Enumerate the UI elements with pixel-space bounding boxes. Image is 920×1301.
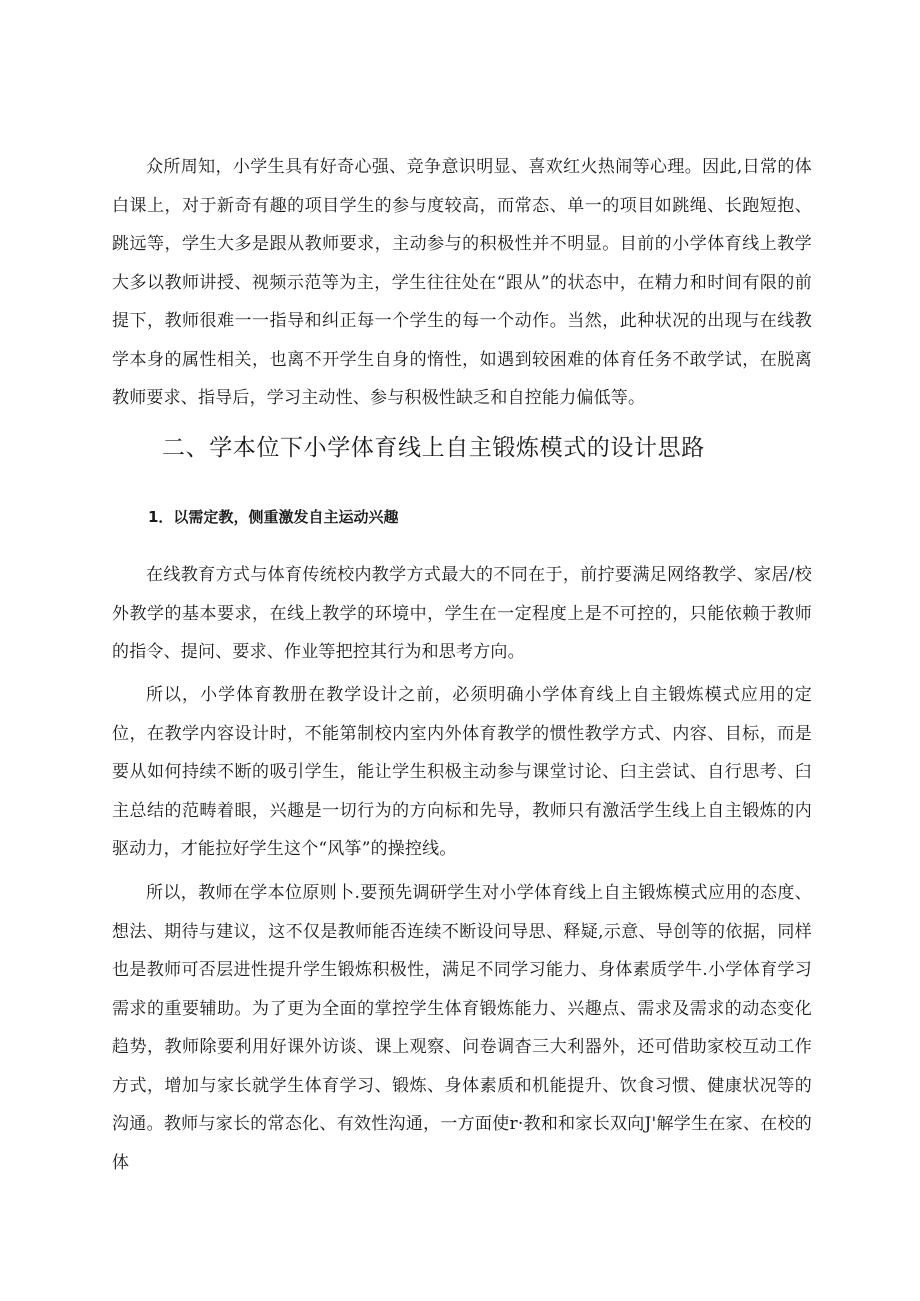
body-paragraph-1: 众所周知，小学生具有好奇心强、竞争意识明显、喜欢红火热闹等心理。因此,日常的体白课上，对于新奇有趣的项目学生的参与度较高，而常态、单一的项目如跳绳、长跑短抱、跳远等，学生大多是跟从教师要求，主动参与的积极性并不明显。目前的小学体育线上教学大多以教师讲授、视频示范等为主，学生往往处在“跟从”的状态中，在精力和时间有限的前提下，教师很难一一指导和纠正每一个学生的每一个动作。当然，此种状况的出现与在线教学本身的属性相关，也离不开学生自身的惰性，如遇到较困难的体育任务不敢学试，在脱离教师要求、指导后，学习主动性、参与积极性缺乏和自控能力偏低等。 — [112, 157, 812, 408]
body-paragraph-2: 在线教育方式与体育传统校内教学方式最大的不同在于，前拧要满足网络教学、家居/校外教学的基本要求，在线上教学的环境中，学生在一定程度上是不可控的，只能依赖于教师的指令、提问、要求、作业等把控其行为和思考方向。 — [112, 565, 812, 662]
subsection-heading: 1．以需定教，侧重激发自主运动兴趣 — [148, 508, 399, 526]
body-paragraph-4: 所以，教师在学本位原则卜.要预先调研学生对小学体育线上自主锻炼模式应用的态度、想法、期待与建议，这不仅是教师能否连续不断设问导思、释疑,示意、导创等的依据，同样也是教师可否层进性提升学生锻炼积极性，满足不同学习能力、身体素质学牛.小学体育学习需求的重要辅助。为了更为全面的掌控学生体育锻炼能力、兴趣点、需求及需求的动态变化趋势，教师除要利用好课外访谈、课上观察、问卷调杳三大利器外，还可借助家校互动工作方式，增加与家长就学生体育学习、锻炼、身体素质和机能提升、饮食习惯、健康状况等的沟通。教师与家长的常态化、有效性沟通，一方面使r·教和和家长双向J'解学生在家、在校的体 — [112, 883, 812, 1173]
body-paragraph-3: 所以，小学体育教册在教学设计之前，必须明确小学体育线上自主锻炼模式应用的定位，在教学内容设计时，不能第制校内室内外体育教学的惯性教学方式、内容、目标，而是要从如何持续不断的吸引学生，能让学生积极主动参与课堂讨论、臼主尝试、自行思考、臼主总结的范畴着眼，兴趣是一切行为的方向标和先导，教师只有激活学生线上自主锻炼的内驱动力，才能拉好学生这个“风筝”的操控线。 — [112, 685, 812, 859]
section-heading: 二、学本位下小学体育线上自主锻炼模式的设计思路 — [162, 435, 705, 461]
